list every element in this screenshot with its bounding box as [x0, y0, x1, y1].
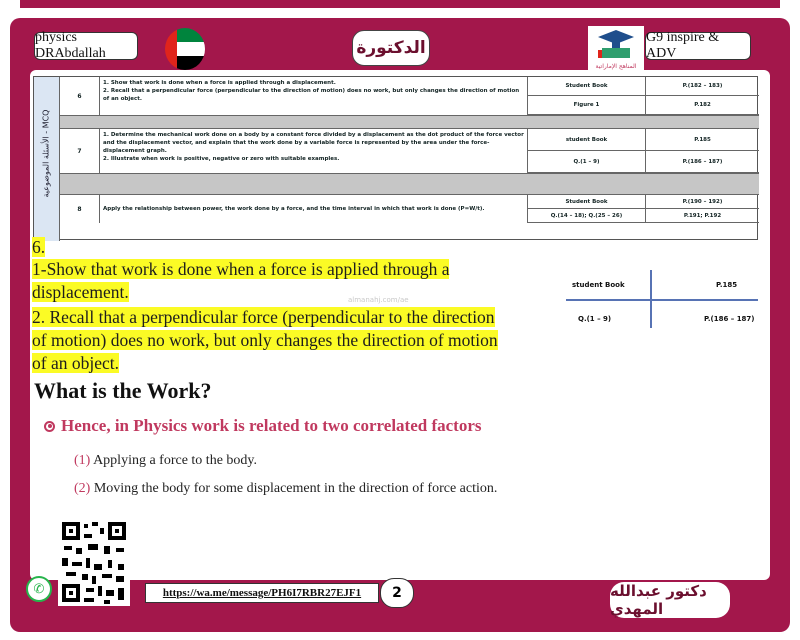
whatsapp-link[interactable]: https://wa.me/message/PH6I7RBR27EJF1 [145, 583, 379, 603]
page-number: 2 [380, 578, 414, 608]
bullet-target-icon [44, 421, 55, 432]
uae-flag-icon [165, 28, 205, 70]
header-left-label: physics DRAbdallah [34, 32, 138, 60]
section-heading: What is the Work? [34, 378, 212, 403]
factor-item: (2) Moving the body for some displacement in the direction of force action. [74, 481, 498, 496]
header-title: الدكتورة [352, 30, 430, 66]
table-row [60, 129, 759, 173]
table-gap [60, 115, 759, 129]
table-row [60, 77, 759, 115]
mini-cell: student Book [572, 281, 625, 289]
row-objective: Apply the relationship between power, the work done by a force, and the time interval in which that work is done (P=W/t). [100, 195, 528, 223]
row-number: 8 [60, 195, 100, 223]
row-resource: Q.(14 – 18); Q.(25 – 26) [528, 209, 646, 223]
row-pages: P.(190 – 192) [646, 195, 759, 209]
table-gap [60, 173, 759, 195]
row-pages: P.(186 – 187) [646, 151, 759, 173]
objective-line: of motion) does no work, but only changes the direction of motion [32, 330, 498, 350]
mini-cell: Q.(1 – 9) [578, 315, 612, 323]
table-side-label: الأسئلة الموضوعية - MCQ [34, 77, 60, 241]
row-number: 7 [60, 129, 100, 173]
row-number: 6 [60, 77, 100, 115]
factor-item: (1) Applying a force to the body. [74, 453, 258, 468]
header-right-label: G9 inspire & ADV [645, 32, 751, 60]
objective-line: 2. Recall that a perpendicular force (perpendicular to the direction [32, 307, 495, 327]
item-number: 6. [32, 237, 46, 257]
hence-statement: Hence, in Physics work is related to two correlated factors [44, 416, 482, 436]
row-pages: P.185 [646, 129, 759, 151]
row-pages: P.191; P.192 [646, 209, 759, 223]
mini-cell: P.185 [716, 281, 738, 289]
row-resource: Student Book [528, 77, 646, 96]
mini-cell: P.(186 – 187) [704, 315, 755, 323]
row-objective: 1. Determine the mechanical work done on a body by a constant force divided by a displacement as the dot product of the force vector and the displacement vector, and explain that the work done by a variable force is represented by the area under the force-displacement graph. 2. Illustrate when work is positive, negative or zero with suitable examples. [100, 129, 528, 173]
table-row [60, 195, 759, 223]
whatsapp-icon[interactable]: ✆ [26, 576, 52, 602]
watermark: almanahj.com/ae [348, 296, 409, 304]
row-resource: Q.(1 – 9) [528, 151, 646, 173]
qr-code-icon [58, 518, 130, 606]
row-objective: 1. Show that work is done when a force is applied through a displacement. 2. Recall that a perpendicular force (perpendicular to the direction of motion) does no work, but only changes the direction of motion of an object. [100, 77, 528, 115]
row-resource: Student Book [528, 195, 646, 209]
objective-line: of an object. [32, 353, 119, 373]
logo-caption: المناهج الإماراتية [595, 63, 637, 70]
school-logo-icon [588, 26, 644, 70]
reference-mini-table [566, 270, 758, 328]
top-accent-bar [20, 0, 780, 8]
row-resource: student Book [528, 129, 646, 151]
objective-line: 1-Show that work is done when a force is applied through a [32, 259, 450, 279]
row-pages: P.(182 – 183) [646, 77, 759, 96]
row-pages: P.182 [646, 96, 759, 115]
author-signature: دكتور عبدالله المهدي [610, 582, 730, 618]
objective-line: displacement. [32, 282, 129, 302]
row-resource: Figure 1 [528, 96, 646, 115]
objectives-table [33, 76, 758, 240]
